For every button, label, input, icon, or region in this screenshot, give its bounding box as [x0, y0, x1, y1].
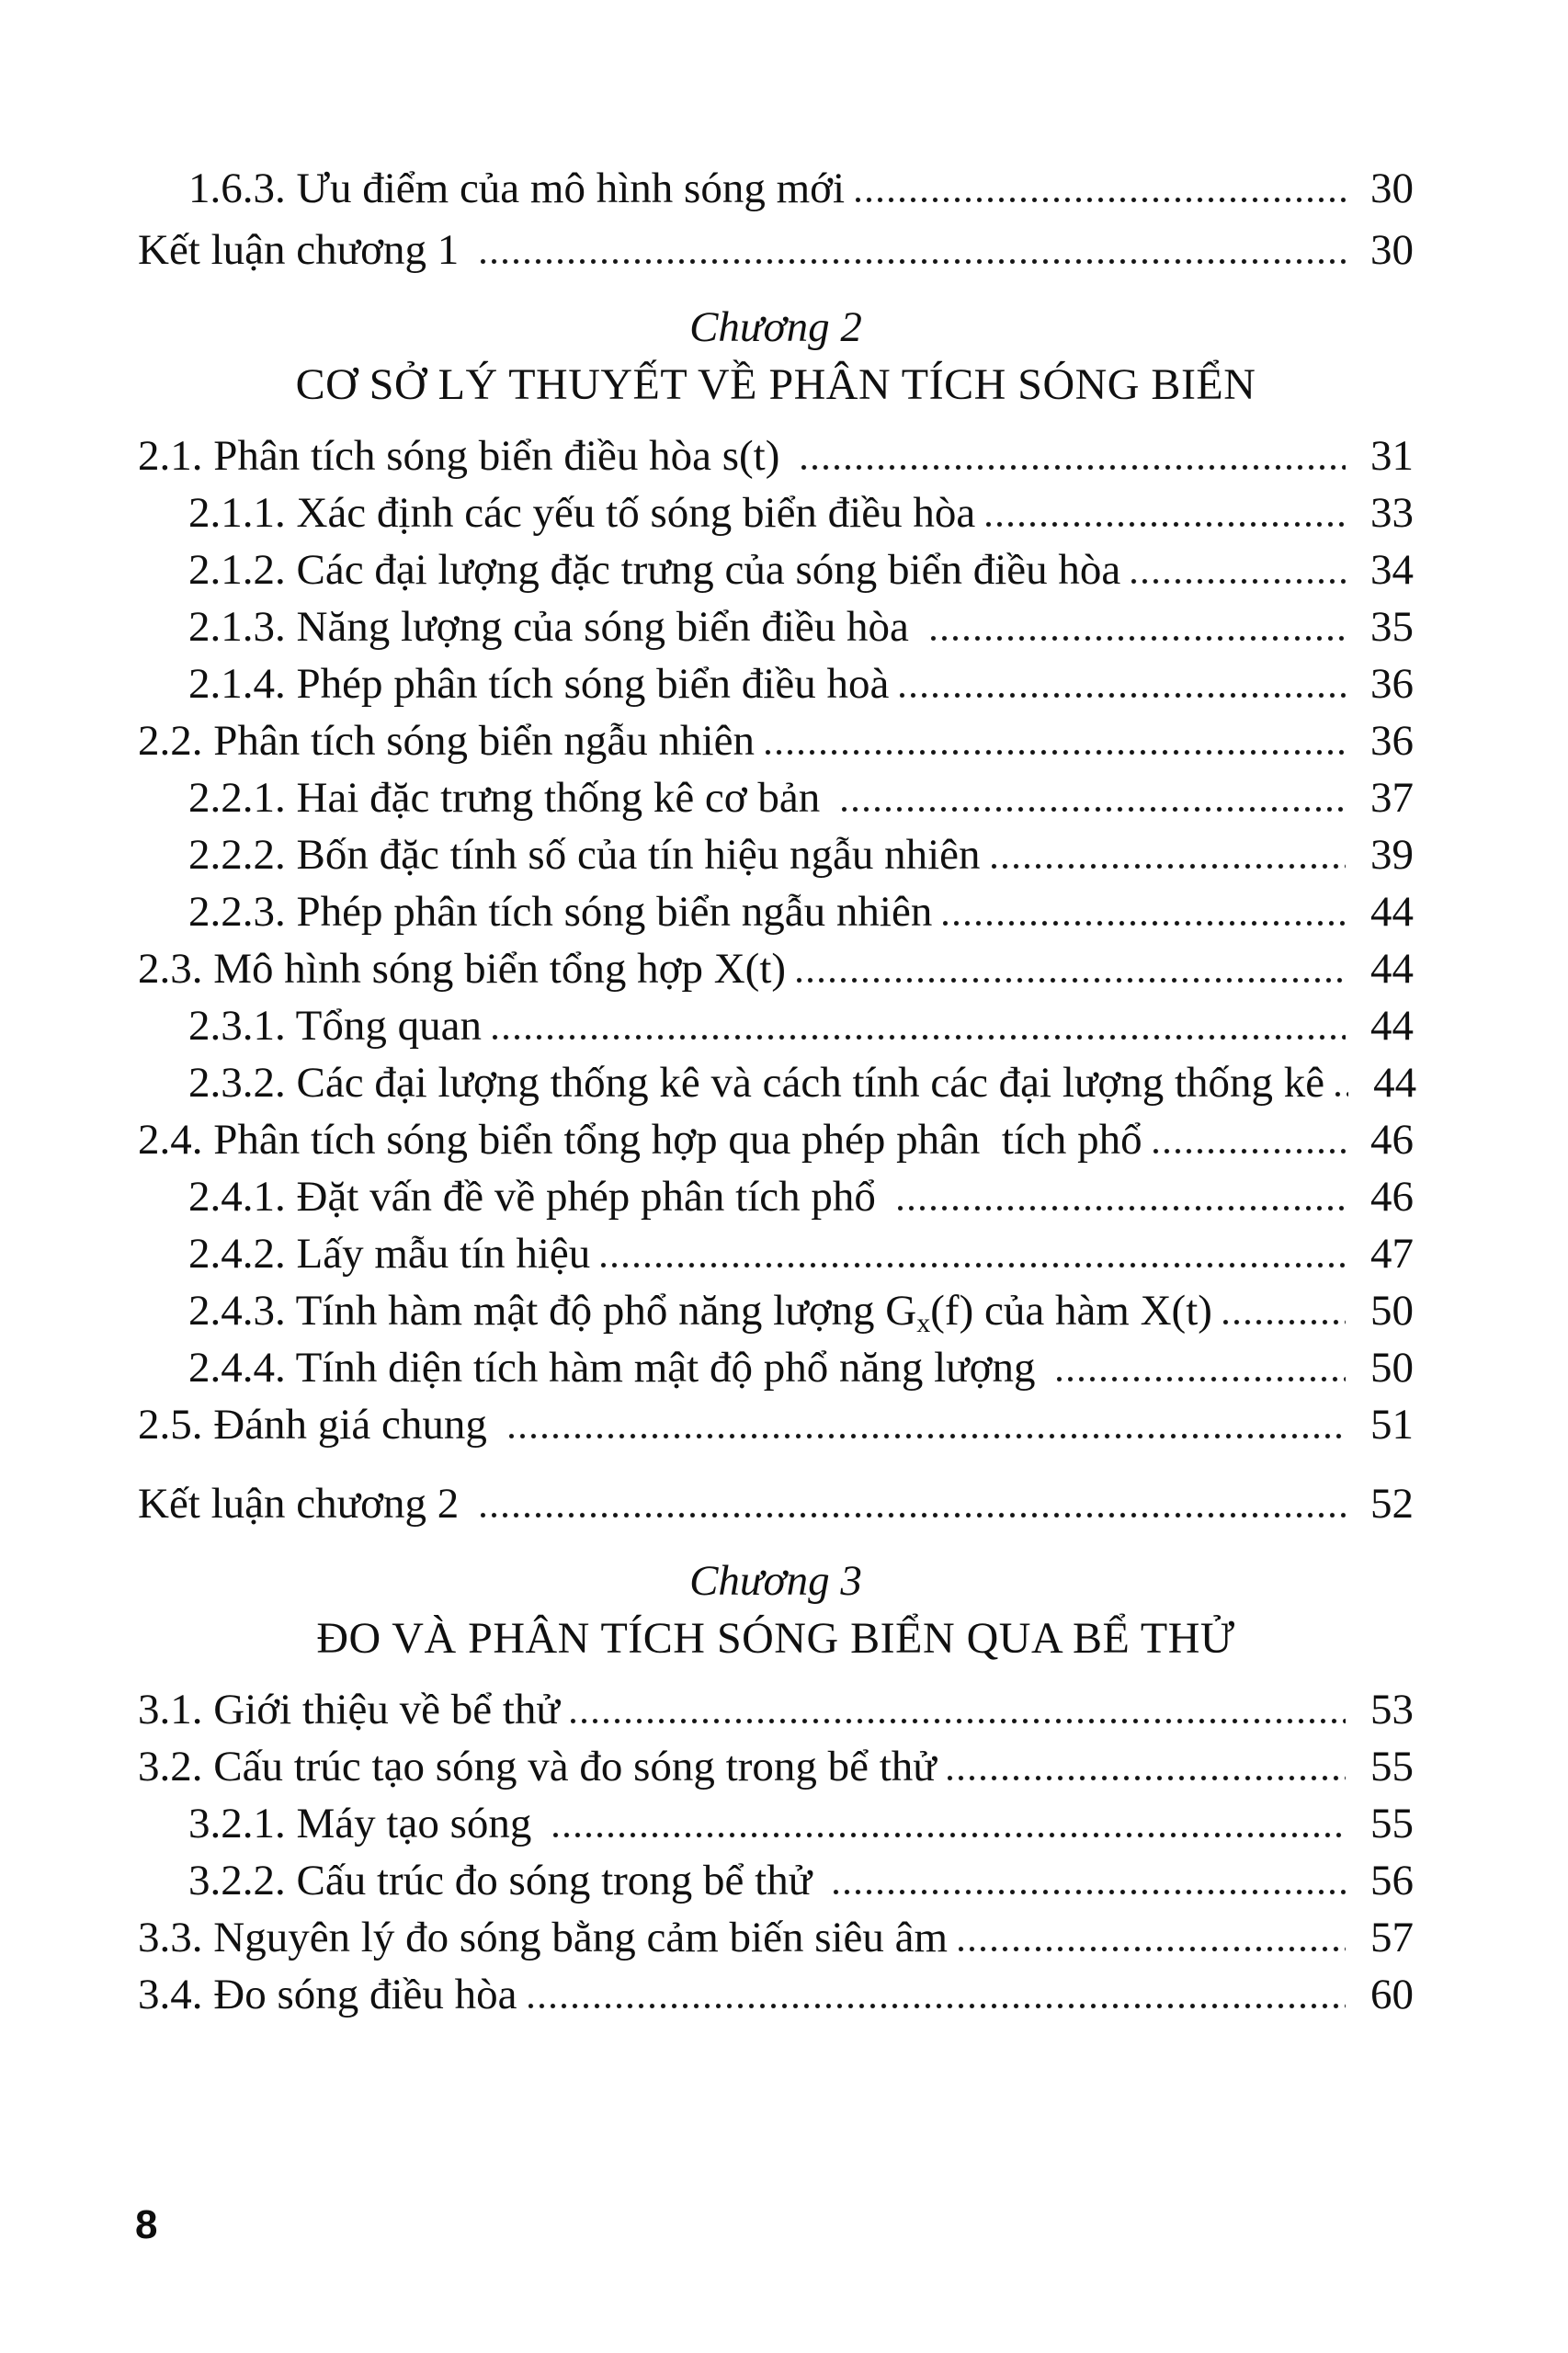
dot-leader [571, 1717, 1346, 1723]
toc-entry [138, 545, 1414, 595]
toc-entry-label: 2.3.2. Các đại lượng thống kê và cách tính các đại lượng thống kê [188, 1059, 1325, 1107]
dot-leader [948, 1774, 1346, 1780]
toc-entry [138, 225, 1414, 275]
toc-entry [138, 488, 1414, 538]
toc-entry-page: 44 [1370, 945, 1414, 993]
toc-entry [138, 1286, 1414, 1336]
toc-entry-page: 44 [1370, 888, 1414, 936]
toc-entry [138, 602, 1414, 652]
toc-entry-page: 37 [1370, 774, 1414, 822]
toc-entry [138, 1172, 1414, 1222]
chapter-subtitle: CƠ SỞ LÝ THUYẾT VỀ PHÂN TÍCH SÓNG BIỂN [295, 360, 1256, 409]
toc-entry-label: 3.3. Nguyên lý đo sóng bằng cảm biến siêu âm [138, 1914, 949, 1961]
dot-leader [1057, 1375, 1346, 1381]
toc-entry-label: 2.3.1. Tổng quan [188, 1002, 482, 1050]
toc-entry [138, 716, 1414, 766]
page-number: 8 [135, 2202, 158, 2247]
toc-entry-label: 3.4. Đo sóng điều hòa [138, 1971, 517, 2018]
toc-entry [138, 1115, 1414, 1165]
toc-entry-label-pre: 2.4.3. Tính hàm mật độ phổ năng lượng G [188, 1287, 917, 1335]
toc-entry-page: 44 [1373, 1059, 1417, 1107]
toc-entry [138, 1970, 1414, 2019]
toc-entry [138, 1913, 1414, 1962]
toc-entry-page: 35 [1370, 603, 1414, 651]
dot-leader [481, 1511, 1346, 1518]
dot-leader [898, 1204, 1346, 1211]
toc-entry-label: Kết luận chương 2 [138, 1480, 470, 1528]
chapter-title: Chương 2 [689, 303, 862, 351]
chapter-heading [138, 1552, 1414, 1668]
dot-leader [601, 1261, 1346, 1267]
toc-entry-label: 2.4.4. Tính diện tích hàm mật độ phổ năng lượng [188, 1344, 1047, 1392]
toc-entry-label: 2.2. Phân tích sóng biển ngẫu nhiên [138, 717, 755, 765]
toc-entry [138, 164, 1414, 213]
toc-entry-page: 60 [1370, 1971, 1414, 2018]
toc-entry-label: 2.2.1. Hai đặc trưng thống kê cơ bản [188, 774, 832, 822]
toc-entry [138, 1343, 1414, 1392]
toc-entry-label: 2.5. Đánh giá chung [138, 1401, 498, 1449]
toc-entry-label: 2.1.2. Các đại lượng đặc trưng của sóng biển điều hòa [188, 546, 1121, 594]
toc-entry-label-post: (f) của hàm X(t) [930, 1287, 1212, 1335]
toc-entry-page: 46 [1370, 1116, 1414, 1164]
dot-leader [1335, 1090, 1348, 1097]
dot-leader [1223, 1318, 1346, 1324]
toc-entry-label: 2.1.1. Xác định các yếu tố sóng biển điều hòa [188, 489, 976, 537]
toc-entry-page: 55 [1370, 1743, 1414, 1790]
toc-entry [138, 1685, 1414, 1734]
dot-leader [797, 976, 1346, 983]
toc-entry-page: 55 [1370, 1800, 1414, 1847]
toc-entry-page: 34 [1370, 546, 1414, 594]
toc-entry [138, 773, 1414, 823]
toc-entry-page: 47 [1370, 1230, 1414, 1278]
dot-leader [1131, 577, 1346, 584]
toc-entry-label [188, 1286, 1212, 1336]
dot-leader [900, 691, 1346, 698]
dot-leader [553, 1831, 1346, 1837]
toc-entry-label: 2.4.1. Đặt vấn đề về phép phân tích phổ [188, 1173, 887, 1221]
dot-leader [766, 748, 1346, 755]
toc-entry-label: 3.2. Cấu trúc tạo sóng và đo sóng trong bể thử [138, 1743, 937, 1790]
toc-entry-page: 52 [1370, 1480, 1414, 1528]
toc-entry-label: 3.2.2. Cấu trúc đo sóng trong bể thử [188, 1857, 823, 1904]
toc-entry-page: 46 [1370, 1173, 1414, 1221]
toc-entry-label: 2.1.3. Năng lượng của sóng biển điều hòa [188, 603, 920, 651]
toc-entry-page: 33 [1370, 489, 1414, 537]
subscript-x: x [916, 1308, 931, 1338]
chapter-title: Chương 3 [689, 1557, 862, 1605]
toc-entry [138, 1856, 1414, 1905]
dot-leader [959, 1945, 1346, 1951]
dot-leader [842, 805, 1346, 812]
toc-entry-label: 3.2.1. Máy tạo sóng [188, 1800, 543, 1847]
toc-entry [138, 1742, 1414, 1791]
toc-entry-page: 36 [1370, 660, 1414, 708]
toc-entry-page: 36 [1370, 717, 1414, 765]
chapter-subtitle: ĐO VÀ PHÂN TÍCH SÓNG BIỂN QUA BỂ THỬ [316, 1614, 1235, 1663]
toc-entry [138, 1001, 1414, 1051]
dot-leader [856, 196, 1346, 202]
dot-leader [801, 463, 1346, 470]
toc-entry-page: 44 [1370, 1002, 1414, 1050]
toc-entry [138, 1479, 1414, 1529]
table-of-contents [138, 164, 1417, 2027]
dot-leader [943, 919, 1346, 926]
toc-entry [138, 1400, 1414, 1449]
dot-leader [834, 1888, 1346, 1894]
toc-entry [138, 887, 1414, 937]
toc-entry-page: 53 [1370, 1686, 1414, 1733]
dot-leader [509, 1432, 1346, 1438]
dot-leader [931, 634, 1346, 641]
toc-entry-label: 1.6.3. Ưu điểm của mô hình sóng mới [188, 165, 846, 212]
toc-entry-page: 30 [1370, 165, 1414, 212]
toc-entry-page: 57 [1370, 1914, 1414, 1961]
toc-entry [138, 1229, 1414, 1279]
toc-entry [138, 1058, 1417, 1108]
toc-entry-label: 2.2.3. Phép phân tích sóng biển ngẫu nhiên [188, 888, 933, 936]
toc-entry-page: 31 [1370, 432, 1414, 480]
dot-leader [481, 257, 1346, 264]
toc-entry-page: 30 [1370, 226, 1414, 274]
dot-leader [528, 2002, 1346, 2008]
toc-entry-page: 50 [1370, 1344, 1414, 1392]
chapter-heading [138, 299, 1414, 415]
toc-entry [138, 1799, 1414, 1848]
toc-entry-label: 3.1. Giới thiệu về bể thử [138, 1686, 560, 1733]
toc-entry-label: 2.4. Phân tích sóng biển tổng hợp qua phép phân tích phổ [138, 1116, 1142, 1164]
dot-leader [986, 520, 1346, 527]
toc-entry [138, 944, 1414, 994]
dot-leader [992, 862, 1346, 869]
toc-entry [138, 830, 1414, 880]
toc-entry-page: 51 [1370, 1401, 1414, 1449]
toc-entry-label: Kết luận chương 1 [138, 226, 470, 274]
toc-entry-label: 2.2.2. Bốn đặc tính số của tín hiệu ngẫu nhiên [188, 831, 981, 879]
dot-leader [493, 1033, 1346, 1040]
toc-entry-label: 2.4.2. Lấy mẫu tín hiệu [188, 1230, 591, 1278]
dot-leader [1153, 1147, 1346, 1154]
toc-entry-label: 2.1. Phân tích sóng biển điều hòa s(t) [138, 432, 791, 480]
toc-entry [138, 431, 1414, 481]
toc-entry [138, 659, 1414, 709]
toc-entry-label: 2.3. Mô hình sóng biển tổng hợp X(t) [138, 945, 787, 993]
toc-entry-page: 56 [1370, 1857, 1414, 1904]
toc-entry-page: 39 [1370, 831, 1414, 879]
toc-entry-page: 50 [1370, 1287, 1414, 1335]
toc-entry-label: 2.1.4. Phép phân tích sóng biển điều hoà [188, 660, 890, 708]
